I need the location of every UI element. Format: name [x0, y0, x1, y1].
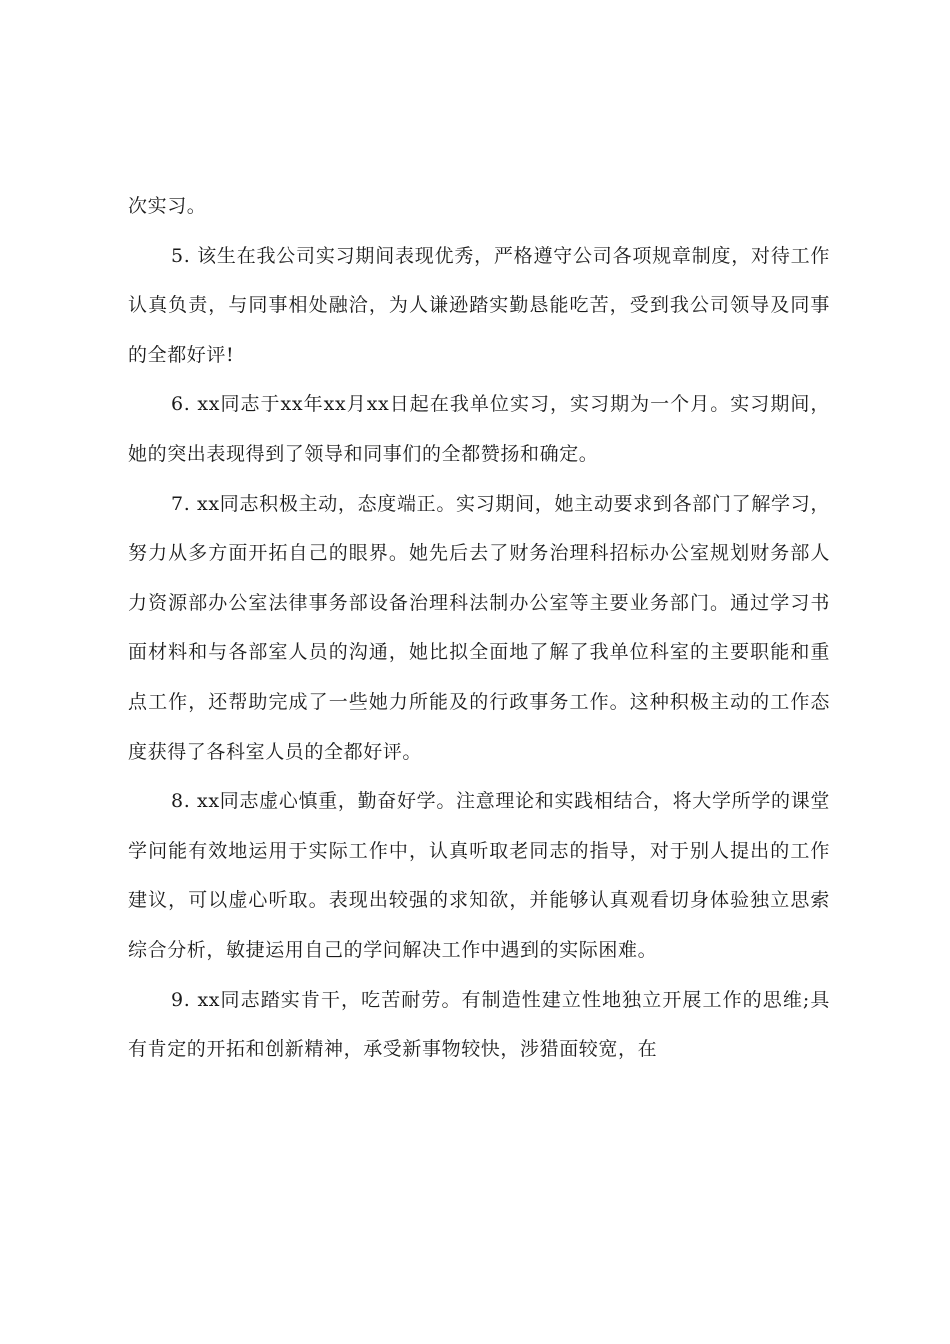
paragraph-item-6: 6. xx同志于xx年xx月xx日起在我单位实习，实习期为一个月。实习期间，她的突出表现得到了领导和同事们的全都赞扬和确定。 [128, 393, 830, 465]
paragraph-item-9: 9. xx同志踏实肯干，吃苦耐劳。有制造性建立性地独立开展工作的思维;具有肯定的开拓和创新精神，承受新事物较快，涉猎面较宽，在 [128, 988, 830, 1061]
document-body [128, 182, 830, 1075]
paragraph-item-8: 8. xx同志虚心慎重，勤奋好学。注意理论和实践相结合，将大学所学的课堂学问能有效地运用于实际工作中，认真听取老同志的指导，对于别人提出的工作建议，可以虚心听取。表现出较强的求知欲，并能够认真观看切身体验独立思索综合分析，敏捷运用自己的学问解决工作中遇到的实际困难。 [128, 790, 830, 961]
paragraph-item-5: 5. 该生在我公司实习期间表现优秀，严格遵守公司各项规章制度，对待工作认真负责，与同事相处融洽，为人谦逊踏实勤恳能吃苦，受到我公司领导及同事的全都好评! [128, 244, 830, 366]
paragraph-item-7: 7. xx同志积极主动，态度端正。实习期间，她主动要求到各部门了解学习，努力从多方面开拓自己的眼界。她先后去了财务治理科招标办公室规划财务部人力资源部办公室法律事务部设备治理科法制办公室等主要业务部门。通过学习书面材料和与各部室人员的沟通，她比拟全面地了解了我单位科室的主要职能和重点工作，还帮助完成了一些她力所能及的行政事务工作。这种积极主动的工作态度获得了各科室人员的全都好评。 [128, 492, 830, 763]
paragraph-continuation: 次实习。 [128, 195, 207, 217]
